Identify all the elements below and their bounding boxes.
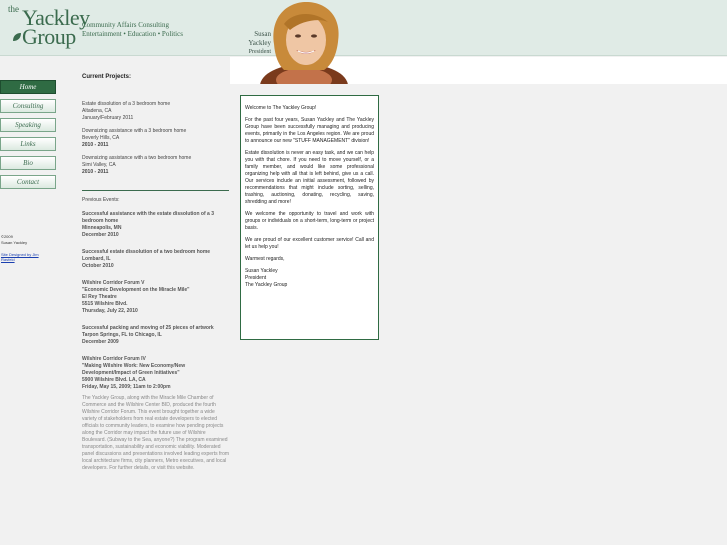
header xyxy=(0,0,727,56)
event-line: "Economic Development on the Miracle Mile" xyxy=(82,287,190,293)
logo-yackley: Yackley xyxy=(22,5,90,30)
tagline xyxy=(82,21,183,39)
nav-speaking[interactable]: Speaking xyxy=(0,118,56,132)
main-nav xyxy=(0,80,56,194)
event-line: Thursday, July 22, 2010 xyxy=(82,308,138,314)
portrait-photo xyxy=(254,0,352,84)
yackley-group-logo[interactable] xyxy=(8,4,90,49)
project-dates: January/February 2011 xyxy=(82,115,134,121)
project-item xyxy=(82,155,230,176)
event-line: Lombard, IL xyxy=(82,256,111,262)
nav-bio[interactable]: Bio xyxy=(0,156,56,170)
nav-links[interactable]: Links xyxy=(0,137,56,151)
previous-events-heading: Previous Events: xyxy=(82,197,120,203)
event-item xyxy=(82,356,230,391)
event-line: "Making Wilshire Work: New Economy/New Development/Impact of Green Initiatives" xyxy=(82,363,186,376)
welcome-paragraph: For the past four years, Susan Yackley and The Yackley Group have been successfully managing and producing events, primarily in the Los Angeles region. We are proud to announce our new "STUFF MANAGEMENT" division! xyxy=(245,117,374,144)
forum-description: The Yackley Group, along with the Miracle Mile Chamber of Commerce and the Wilshire Center BID, produced the fourth Wilshire Corridor Forum. This event brought together a wide variety of stakeholders from real estate developers to elected officials to community leaders, to examine how pending projects along the Corridor may impact the future use of Wilshire Boulevard. (Subway to the Sea, anyone?) The program examined transportation, sustainability and economic viability. Moderated panel discussions and presentations involved leading experts from local architecture firms, city planners, Metro executives, and local developers. For further details, or visit this website. xyxy=(82,395,230,471)
project-item xyxy=(82,128,230,149)
welcome-closing: Warmest regards, xyxy=(245,256,285,262)
person-name: Susan Yackley xyxy=(248,30,271,47)
tagline-line-1: Community Affairs Consulting xyxy=(82,21,169,29)
project-title: Estate dissolution of a 3 bedroom home xyxy=(82,101,171,107)
logo-the: the xyxy=(8,4,19,14)
event-line: 5900 Wilshire Blvd. LA, CA xyxy=(82,377,146,383)
welcome-paragraph: We welcome the opportunity to travel and work with groups or individuals on a short-term, long-term or project basis. xyxy=(245,211,374,231)
signature-role: President xyxy=(245,275,267,281)
event-line: Wilshire Corridor Forum IV xyxy=(82,356,146,362)
welcome-box xyxy=(240,95,379,340)
welcome-paragraph: Estate dissolution is never an easy task, and we can help you with that chore. If you need to move yourself, or a family member, and would like some professional organizing help with all that is left behind, give us a call. Our services include an initial assessment, followed by recommendations that might include sorting, selling, trashing, auctioning, donating, recycling, saving, shredding and more! xyxy=(245,150,374,205)
event-line: Successful packing and moving of 25 pieces of artwork xyxy=(82,325,214,331)
projects-column xyxy=(82,70,230,472)
nav-consulting[interactable]: Consulting xyxy=(0,99,56,113)
signature-name: Susan Yackley xyxy=(245,268,278,274)
copyright xyxy=(1,234,27,246)
person-role: President xyxy=(248,49,271,55)
event-item xyxy=(82,325,230,346)
nav-contact[interactable]: Contact xyxy=(0,175,56,189)
logo-group: Group xyxy=(22,24,76,49)
project-item xyxy=(82,101,230,122)
event-line: Successful assistance with the estate dissolution of a 3 bedroom home xyxy=(82,211,214,224)
tagline-line-2: Entertainment • Education • Politics xyxy=(82,30,183,38)
event-line: December 2010 xyxy=(82,232,119,238)
signature xyxy=(245,268,374,289)
event-line: December 2009 xyxy=(82,339,119,345)
section-divider xyxy=(82,190,229,191)
project-dates: 2010 - 2011 xyxy=(82,169,109,175)
event-line: 5515 Wilshire Blvd. xyxy=(82,301,128,307)
event-line: Tarpon Springs, FL to Chicago, IL xyxy=(82,332,162,338)
event-line: Successful estate dissolution of a two bedroom home xyxy=(82,249,211,255)
project-title: Downsizing assistance with a two bedroom home xyxy=(82,155,192,161)
event-item xyxy=(82,249,230,270)
leaf-icon xyxy=(12,32,22,42)
current-projects-heading: Current Projects: xyxy=(82,74,132,80)
copyright-owner: Susan Yackley xyxy=(1,240,28,245)
project-place: Altadena, CA xyxy=(82,108,112,114)
welcome-greeting: Welcome to The Yackley Group! xyxy=(245,105,317,111)
project-dates: 2010 - 2011 xyxy=(82,142,109,148)
project-title: Downsizing assistance with a 3 bedroom home xyxy=(82,128,187,134)
welcome-paragraph: We are proud of our excellent customer service! Call and let us help you! xyxy=(245,237,374,250)
designer-credit-link[interactable]: Site Designed by Jim Rasfeld xyxy=(1,252,39,262)
event-line: Friday, May 15, 2009; 11am to 2:00pm xyxy=(82,384,171,390)
event-line: Minneapolis, MN xyxy=(82,225,122,231)
event-line: El Rey Theatre xyxy=(82,294,117,300)
project-place: Simi Valley, CA xyxy=(82,162,116,168)
event-line: Wilshire Corridor Forum V xyxy=(82,280,145,286)
event-item xyxy=(82,280,230,315)
nav-home[interactable]: Home xyxy=(0,80,56,94)
signature-org: The Yackley Group xyxy=(245,282,288,288)
project-place: Beverly Hills, CA xyxy=(82,135,120,141)
copyright-year: ©2009 xyxy=(1,234,13,239)
event-line: October 2010 xyxy=(82,263,114,269)
event-item xyxy=(82,211,230,239)
